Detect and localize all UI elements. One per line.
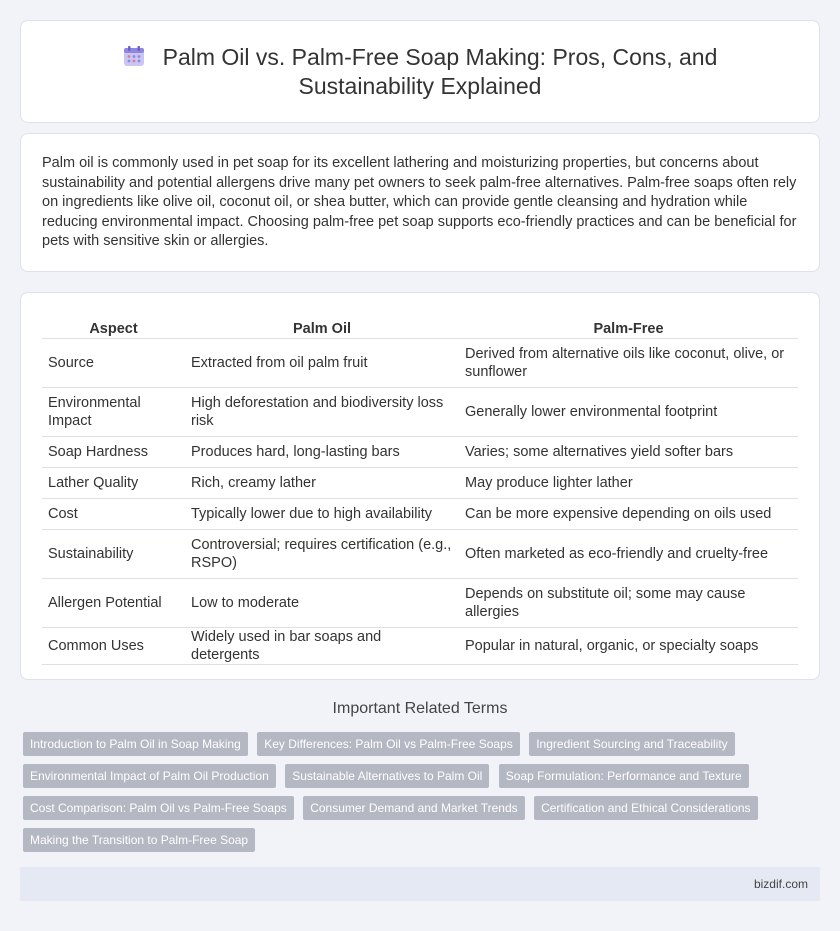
table-row bbox=[42, 338, 798, 387]
cell-palm-oil: Controversial; requires certification (e.g., RSPO) bbox=[185, 529, 459, 578]
header-aspect: Aspect bbox=[89, 320, 138, 337]
comparison-table-card bbox=[20, 292, 820, 680]
related-term-tag[interactable]: Certification and Ethical Considerations bbox=[534, 796, 757, 820]
cell-aspect: Cost bbox=[42, 498, 185, 529]
cell-palm-free: Derived from alternative oils like coconut, olive, or sunflower bbox=[459, 338, 798, 387]
header-palm-free: Palm-Free bbox=[593, 320, 664, 337]
related-term-tag[interactable]: Introduction to Palm Oil in Soap Making bbox=[23, 732, 248, 756]
cell-palm-free: May produce lighter lather bbox=[459, 467, 798, 498]
header-card bbox=[20, 20, 820, 123]
table-row bbox=[42, 578, 798, 627]
cell-aspect: Environmental Impact bbox=[42, 387, 185, 436]
table-row bbox=[42, 529, 798, 578]
intro-paragraph: Palm oil is commonly used in pet soap for its excellent lathering and moisturizing properties, but concerns about sustainability and potential allergens drive many pet owners to seek palm-free alternatives. Palm-free soaps often rely on ingredients like olive oil, coconut oil, or shea butter, which can provide gentle cleansing and hydration while reducing environmental impact. Choosing palm-free pet soap supports eco-friendly practices and can be beneficial for pets with sensitive skin or allergies. bbox=[42, 155, 797, 250]
cell-palm-free: Varies; some alternatives yield softer bars bbox=[459, 436, 798, 467]
footer bbox=[20, 867, 820, 901]
header-palm-oil: Palm Oil bbox=[292, 320, 352, 337]
related-term-tag[interactable]: Consumer Demand and Market Trends bbox=[303, 796, 524, 820]
related-term-tag[interactable]: Ingredient Sourcing and Traceability bbox=[529, 732, 734, 756]
cell-aspect: Lather Quality bbox=[42, 467, 185, 498]
cell-palm-free: Depends on substitute oil; some may cause allergies bbox=[459, 578, 798, 627]
table-row bbox=[42, 436, 798, 467]
calendar-icon bbox=[123, 45, 145, 67]
cell-palm-free: Can be more expensive depending on oils used bbox=[459, 498, 798, 529]
cell-palm-free: Generally lower environmental footprint bbox=[459, 387, 798, 436]
cell-aspect: Common Uses bbox=[42, 627, 185, 664]
cell-palm-oil: Widely used in bar soaps and detergents bbox=[185, 627, 459, 664]
table-row bbox=[42, 627, 798, 664]
title-line-1: Palm Oil vs. Palm-Free Soap Making: Pros, Cons, and bbox=[162, 44, 718, 70]
related-term-tag[interactable]: Sustainable Alternatives to Palm Oil bbox=[285, 764, 489, 788]
cell-aspect: Source bbox=[42, 338, 185, 387]
intro-card bbox=[20, 133, 820, 272]
table-header-row bbox=[42, 314, 798, 338]
cell-palm-oil: Rich, creamy lather bbox=[185, 467, 459, 498]
cell-palm-oil: Low to moderate bbox=[185, 578, 459, 627]
related-term-tag[interactable]: Making the Transition to Palm-Free Soap bbox=[23, 828, 255, 852]
page-title bbox=[21, 43, 819, 101]
cell-palm-oil: High deforestation and biodiversity loss risk bbox=[185, 387, 459, 436]
related-terms-heading: Important Related Terms bbox=[332, 700, 508, 717]
related-term-tag[interactable]: Soap Formulation: Performance and Texture bbox=[499, 764, 749, 788]
cell-palm-oil: Typically lower due to high availability bbox=[185, 498, 459, 529]
table-row bbox=[42, 467, 798, 498]
table-row bbox=[42, 498, 798, 529]
table-row bbox=[42, 387, 798, 436]
cell-aspect: Sustainability bbox=[42, 529, 185, 578]
cell-aspect: Soap Hardness bbox=[42, 436, 185, 467]
cell-palm-oil: Extracted from oil palm fruit bbox=[185, 338, 459, 387]
related-terms-list bbox=[23, 732, 783, 860]
cell-palm-free: Popular in natural, organic, or specialty soaps bbox=[459, 627, 798, 664]
cell-palm-oil: Produces hard, long-lasting bars bbox=[185, 436, 459, 467]
footer-site-link[interactable]: bizdif.com bbox=[753, 877, 808, 891]
title-line-2: Sustainability Explained bbox=[298, 73, 542, 99]
related-term-tag[interactable]: Environmental Impact of Palm Oil Production bbox=[23, 764, 276, 788]
related-term-tag[interactable]: Key Differences: Palm Oil vs Palm-Free Soaps bbox=[257, 732, 520, 756]
related-term-tag[interactable]: Cost Comparison: Palm Oil vs Palm-Free Soaps bbox=[23, 796, 294, 820]
comparison-table bbox=[42, 314, 798, 665]
cell-palm-free: Often marketed as eco-friendly and cruelty-free bbox=[459, 529, 798, 578]
cell-aspect: Allergen Potential bbox=[42, 578, 185, 627]
